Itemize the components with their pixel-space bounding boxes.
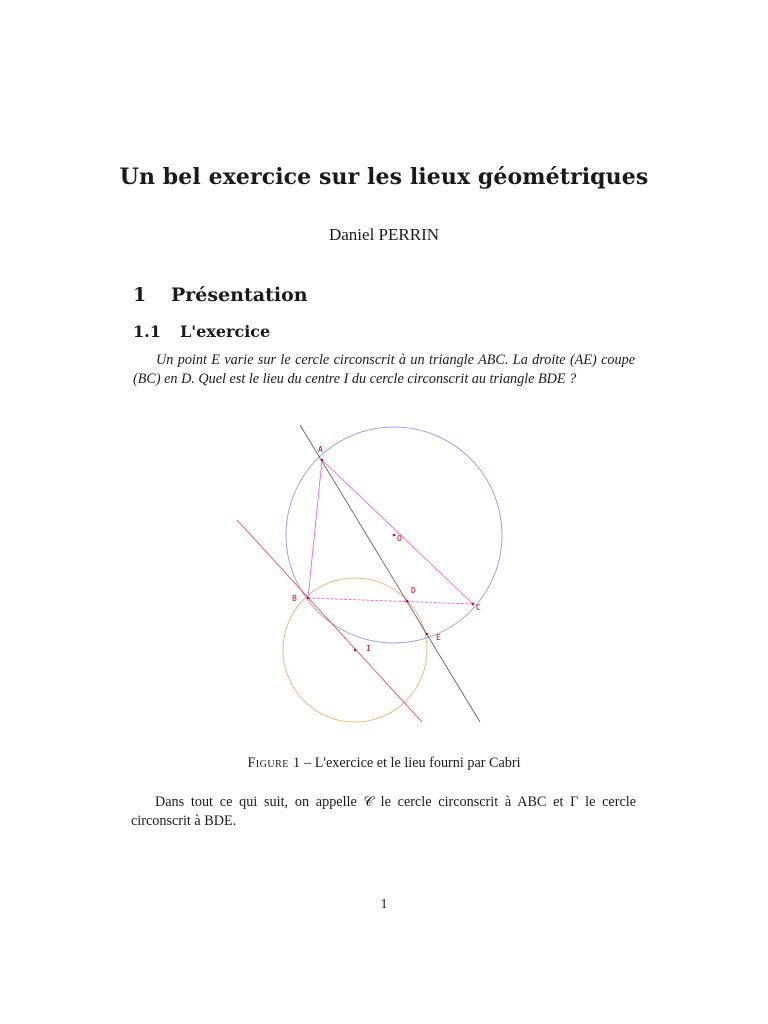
exercise-statement: Un point E varie sur le cercle circonscrit à un triangle ABC. La droite (AE) coupe (BC) en D. Quel est le lieu du centre I du cercle circonscrit au triangle BDE ? [133, 352, 635, 387]
point-e [426, 633, 429, 636]
point-d [406, 600, 409, 603]
figure-caption-label: Figure 1 [247, 755, 301, 771]
point-b [307, 597, 310, 600]
label-e: E [436, 633, 441, 642]
point-c [472, 603, 475, 606]
figure-svg [232, 420, 512, 730]
point-i [354, 649, 357, 652]
point-o [393, 534, 396, 537]
side-ab [308, 460, 322, 598]
figure-caption-text: – L'exercice et le lieu fourni par Cabri [300, 755, 521, 771]
side-bc [308, 598, 473, 604]
subsection-number: 1.1 [133, 322, 161, 341]
body-paragraph: Dans tout ce qui suit, on appelle 𝒞 le cercle circonscrit à ABC et Γ le cercle circonscrit à BDE. [131, 794, 636, 829]
label-a: A [318, 445, 323, 454]
subsection-heading [133, 322, 270, 341]
section-number: 1 [133, 284, 147, 306]
paper-title: Un bel exercice sur les lieux géométriques [119, 164, 649, 190]
section-title: Présentation [171, 284, 308, 306]
author-name: Daniel PERRIN [328, 225, 440, 244]
point-a [321, 459, 324, 462]
figure-caption [0, 755, 768, 772]
section-heading [133, 284, 308, 306]
locus-line [237, 520, 422, 722]
side-ac [322, 460, 473, 604]
subsection-title: L'exercice [180, 322, 271, 341]
line-ae [300, 425, 480, 722]
page-number: 1 [380, 897, 388, 912]
label-c: C [476, 603, 481, 612]
label-b: B [292, 594, 297, 603]
label-i: I [366, 644, 371, 653]
label-o: O [397, 534, 402, 543]
label-d: D [411, 586, 416, 595]
geometry-figure [232, 420, 512, 730]
